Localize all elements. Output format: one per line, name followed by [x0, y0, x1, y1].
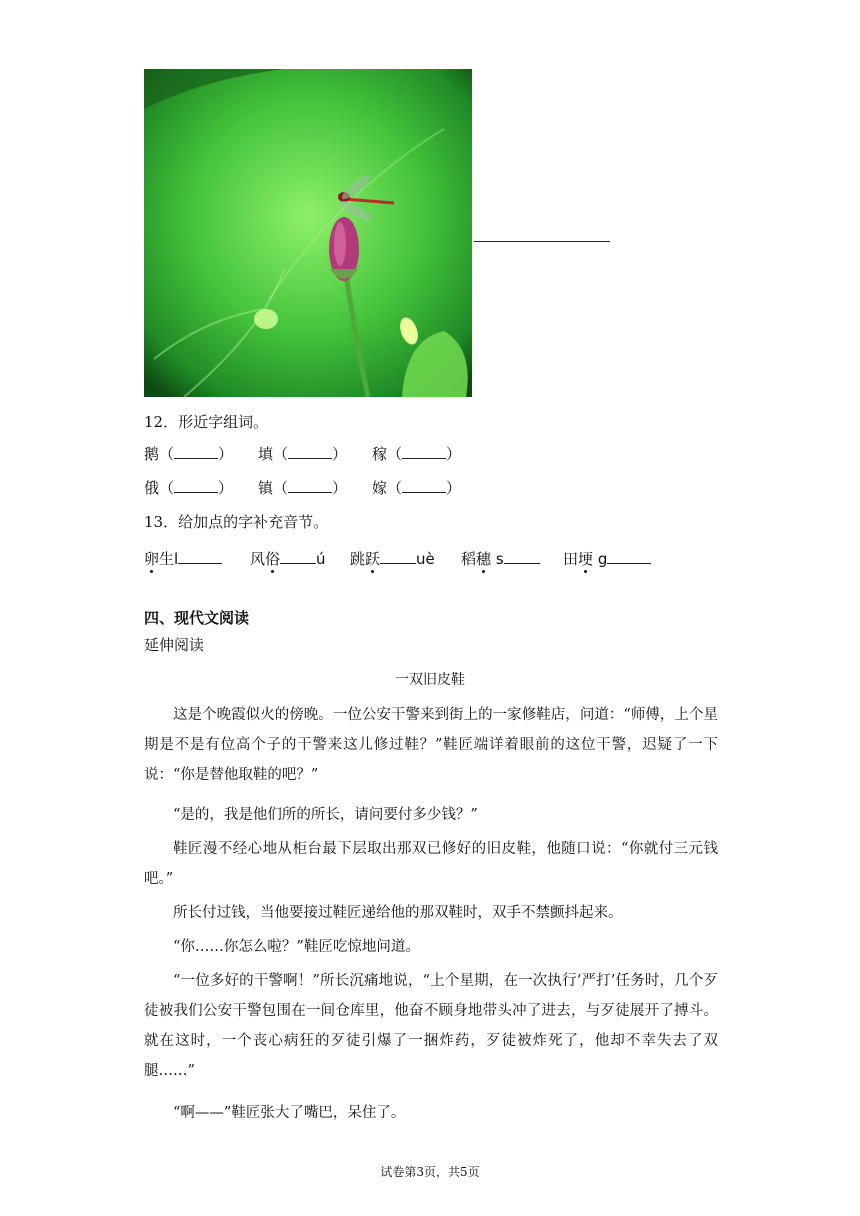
- passage-paragraph: “啊——”鞋匠张大了嘴巴，呆住了。: [173, 1105, 406, 1121]
- q13-blank[interactable]: [504, 549, 540, 564]
- passage-paragraph: “是的，我是他们所的所长，请问要付多少钱？”: [173, 807, 478, 823]
- q13-char: 生: [159, 550, 175, 568]
- q13-dotted-char: 埂: [578, 550, 594, 568]
- q12-row1-item3: 稼（ ）: [372, 445, 462, 463]
- q12-char: 填: [258, 445, 274, 463]
- q13-pinyin: l: [174, 550, 179, 568]
- q13-pinyin: g: [597, 550, 608, 568]
- passage-paragraph: 鞋匠漫不经心地从柜台最下层取出那双已修好的旧皮鞋，他随口说：“你就付三元钱吧。”: [144, 841, 718, 887]
- section-4-heading: 四、现代文阅读: [144, 609, 250, 627]
- passage-paragraph: “一位多好的干警啊！”所长沉痛地说，“上个星期，在一次执行‘严打’任务时，几个歹徒被我们公安干警包围在一间仓库里，他奋不顾身地带头冲了进去，与歹徒展开了搏斗。就在这时，一个丧心病狂的歹徒引爆了一捆炸药，歹徒被炸死了，他却不幸失去了双腿……”: [144, 973, 718, 1079]
- q13-item-3: [350, 549, 435, 569]
- q12-blank[interactable]: [174, 444, 218, 459]
- q12-row1-item2: 填（ ）: [258, 445, 348, 463]
- q12-row2-item2: 镇（ ）: [258, 479, 348, 497]
- passage-paragraph: 这是个晚霞似火的傍晚。一位公安干警来到街上的一家修鞋店，问道：“师傅，上个星期是不是有位高个子的干警来这儿修过鞋？”鞋匠端详着眼前的这位干警，迟疑了一下说：“你是替他取鞋的吧？”: [144, 707, 718, 783]
- q12-char: 嫁: [372, 479, 388, 497]
- q13-item-1: [144, 549, 222, 569]
- q12-blank[interactable]: [402, 478, 446, 493]
- q13-dotted-char: 卵: [144, 550, 160, 568]
- q13-char: 风: [250, 550, 266, 568]
- q12-row1-item1: 鹅（ ）: [144, 445, 234, 463]
- question-13-label: 13．给加点的字补充音节。: [144, 513, 329, 531]
- q12-char: 稼: [372, 445, 388, 463]
- q13-item-5: [563, 549, 651, 569]
- q12-blank[interactable]: [174, 478, 218, 493]
- q13-blank[interactable]: [380, 549, 416, 564]
- picture-answer-line[interactable]: [474, 241, 610, 242]
- passage-paragraph: 所长付过钱，当他要接过鞋匠递给他的那双鞋时，双手不禁颤抖起来。: [173, 905, 623, 921]
- q13-blank[interactable]: [178, 549, 222, 564]
- lotus-dragonfly-photo: [144, 69, 472, 397]
- q12-blank[interactable]: [402, 444, 446, 459]
- q13-pinyin: ú: [316, 550, 326, 568]
- q13-blank[interactable]: [280, 549, 316, 564]
- q13-pinyin: s: [495, 550, 504, 568]
- q13-pinyin: uè: [416, 550, 435, 568]
- q12-char: 鹅: [144, 445, 160, 463]
- q13-blank[interactable]: [607, 549, 651, 564]
- question-12-label: 12．形近字组词。: [144, 413, 269, 431]
- q13-dotted-char: 跃: [365, 550, 381, 568]
- q12-blank[interactable]: [288, 444, 332, 459]
- q12-blank[interactable]: [288, 478, 332, 493]
- q13-char: 田: [563, 550, 579, 568]
- q13-item-2: [250, 549, 326, 569]
- q13-char: 稻: [461, 550, 477, 568]
- page-footer: 试卷第3页，共5页: [380, 1165, 480, 1179]
- passage-paragraph: “你……你怎么啦？”鞋匠吃惊地问道。: [173, 939, 420, 955]
- section-4-subheading: 延伸阅读: [144, 636, 205, 654]
- q12-char: 俄: [144, 479, 160, 497]
- q13-dotted-char: 穗: [476, 550, 492, 568]
- q13-dotted-char: 俗: [265, 550, 281, 568]
- q13-item-4: [461, 549, 540, 569]
- q12-row2-item3: 嫁（ ）: [372, 479, 462, 497]
- lotus-dragonfly-illustration: [144, 69, 472, 397]
- q13-char: 跳: [350, 550, 366, 568]
- q12-row2-item1: 俄（ ）: [144, 479, 234, 497]
- q12-char: 镇: [258, 479, 274, 497]
- passage-title: 一双旧皮鞋: [395, 672, 465, 688]
